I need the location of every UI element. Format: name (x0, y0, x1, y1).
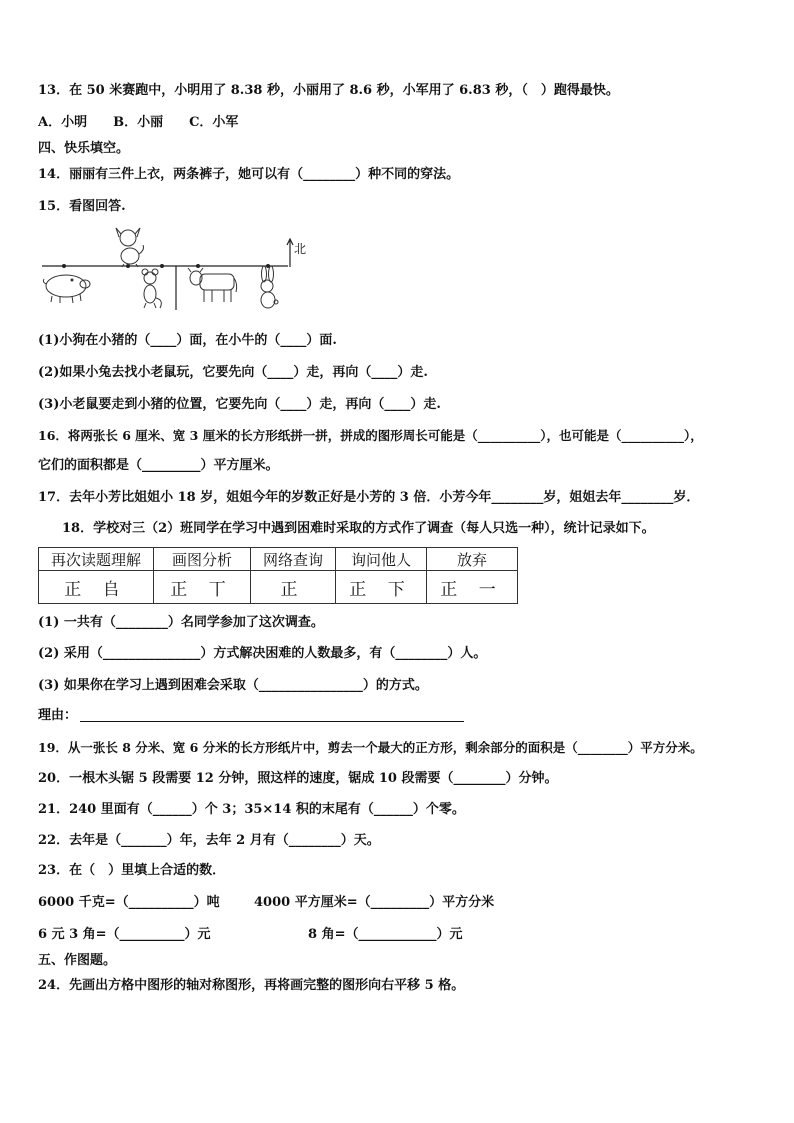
section-5-heading: 五、作图题。 (38, 953, 117, 968)
cow-icon (188, 268, 237, 302)
q18-sub3: (3) 如果你在学习上遇到困难会采取（________________）的方式。 (38, 678, 428, 693)
mouse-icon (142, 269, 161, 308)
tally-cell: 正 一 (427, 571, 518, 604)
q15-sub3: (3)小老鼠要走到小猪的位置，它要先向（____）走，再向（____）走. (38, 397, 441, 412)
q23-a: 6000 千克=（__________）吨 (38, 895, 220, 910)
animal-position-figure (38, 226, 308, 312)
q23-d: 8 角=（____________）元 (308, 927, 463, 942)
q17-text: 17．去年小芳比姐姐小 18 岁，姐姐今年的岁数正好是小芳的 3 倍．小芳今年________岁，姐姐去年________岁． (38, 490, 700, 505)
north-arrow-icon (286, 238, 294, 268)
section-4-heading: 四、快乐填空。 (38, 141, 130, 156)
q14-text: 14．丽丽有三件上衣，两条裤子，她可以有（________）种不同的穿法。 (38, 167, 460, 182)
table-header: 放弃 (427, 548, 518, 571)
table-header: 画图分析 (154, 548, 251, 571)
q23-b: 4000 平方厘米=（_________）平方分米 (254, 895, 495, 910)
q19-text: 19．从一张长 8 分米、宽 6 分米的长方形纸片中，剪去一个最大的正方形，剩余部分的面积是（________）平方分米。 (38, 740, 703, 755)
q13-text: 13．在 50 米赛跑中，小明用了 8.38 秒，小丽用了 8.6 秒，小军用了 6.83 秒，（ ）跑得最快。 (38, 83, 619, 98)
table-header: 网络查询 (251, 548, 336, 571)
q15-sub1: (1)小狗在小猪的（____）面，在小牛的（____）面. (38, 333, 337, 348)
q24-text: 24．先画出方格中图形的轴对称图形，再将画完整的图形向右平移 5 格。 (38, 978, 465, 993)
pig-icon (43, 275, 90, 303)
q20-text: 20．一根木头锯 5 段需要 12 分钟，照这样的速度，锯成 10 段需要（________）分钟。 (38, 771, 558, 786)
rabbit-icon (261, 266, 278, 308)
q16-line1: 16．将两张长 6 厘米、宽 3 厘米的长方形纸拼一拼，拼成的图形周长可能是（__________），也可能是（__________）， (38, 428, 703, 443)
q21-text: 21．240 里面有（______）个 3；35×14 积的末尾有（______）个零。 (38, 802, 465, 817)
q16-line2: 它们的面积都是（_________）平方厘米。 (38, 458, 279, 473)
q15-sub2: (2)如果小兔去找小老鼠玩，它要先向（____）走，再向（____）走. (38, 365, 428, 380)
q13-options: A．小明 B．小丽 C．小军 (38, 115, 239, 130)
dog-icon (116, 228, 144, 267)
table-header: 再次读题理解 (39, 548, 154, 571)
q22-text: 22．去年是（_______）年，去年 2 月有（________）天。 (38, 833, 380, 848)
tally-cell: 正 𠂤 (39, 571, 154, 604)
q23-c: 6 元 3 角=（__________）元 (38, 927, 211, 942)
tally-cell: 正 (251, 571, 336, 604)
q15-title: 15．看图回答. (38, 199, 126, 214)
tally-cell: 正 下 (336, 571, 427, 604)
north-label: 北 (294, 242, 307, 256)
q23-title: 23．在（ ）里填上合适的数． (38, 863, 226, 878)
survey-table (38, 547, 518, 604)
tally-cell: 正 丅 (154, 571, 251, 604)
q18-sub1: (1) 一共有（________）名同学参加了这次调查。 (38, 615, 324, 630)
reason-label: 理由： (38, 708, 78, 723)
reason-answer-line (80, 721, 464, 722)
q18-intro: 18．学校对三（2）班同学在学习中遇到困难时采取的方式作了调查（每人只选一种），统计记录如下。 (62, 521, 655, 536)
q18-sub2: (2) 采用（_______________）方式解决困难的人数最多，有（________）人。 (38, 646, 487, 661)
table-header: 询问他人 (336, 548, 427, 571)
